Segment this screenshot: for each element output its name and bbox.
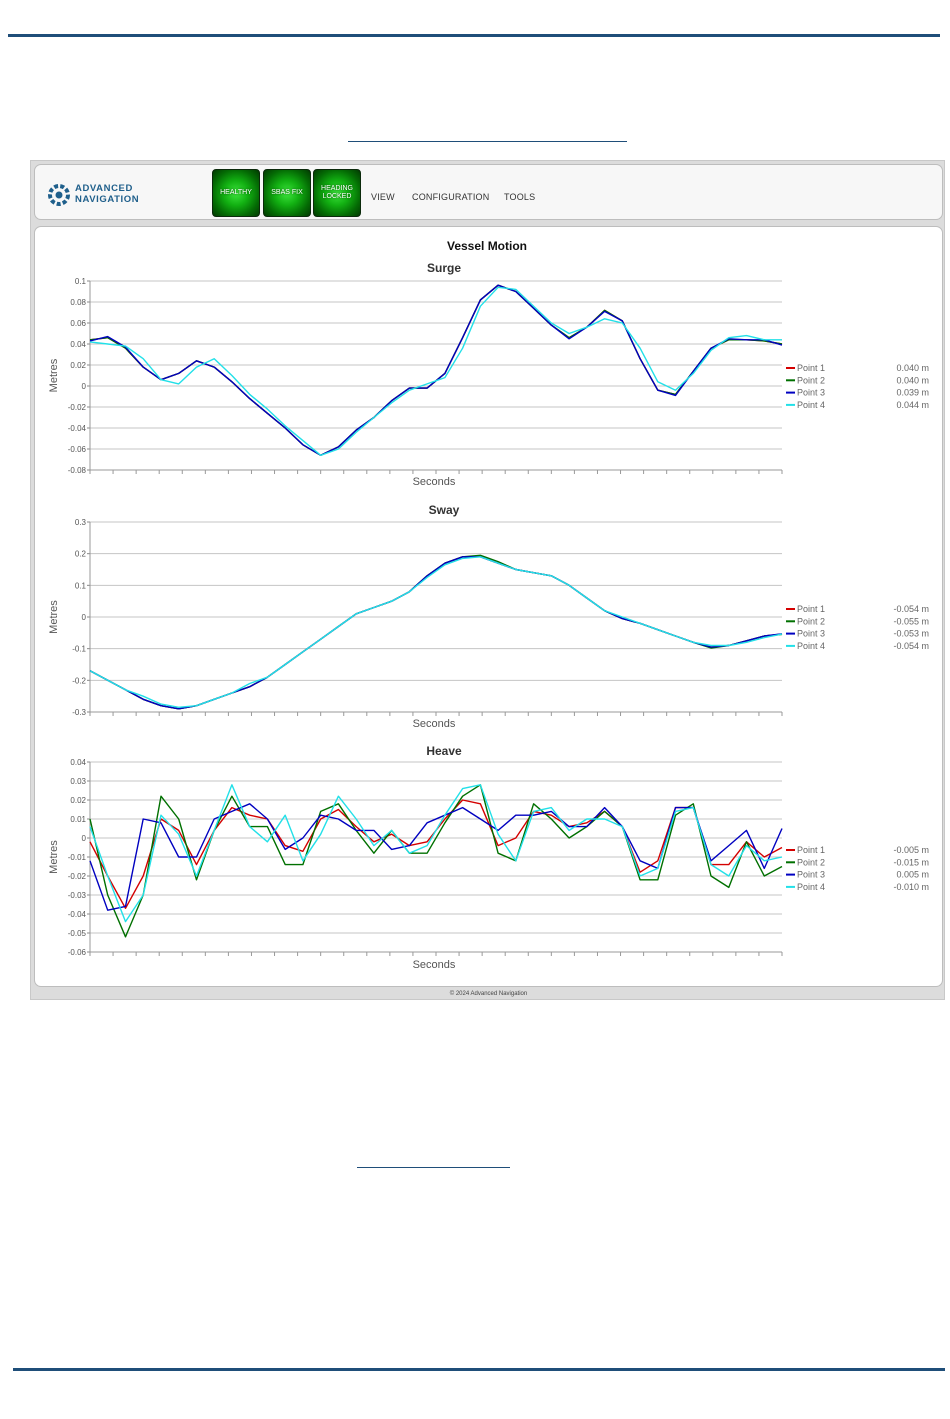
heave-y-tick-label: 0.01 bbox=[70, 815, 86, 824]
status-heading-locked-button[interactable]: HEADING LOCKED bbox=[313, 169, 361, 217]
sway-y-tick-label: -0.2 bbox=[72, 676, 86, 686]
status-healthy-button[interactable]: HEALTHY bbox=[212, 169, 260, 217]
surge-legend-value-point-1: 0.040 m bbox=[896, 363, 929, 373]
surge-legend-value-point-3: 0.039 m bbox=[896, 387, 929, 398]
heave-y-tick-label: -0.01 bbox=[67, 853, 86, 862]
sway-x-axis-label: Seconds bbox=[412, 718, 456, 730]
heave-y-tick-label: -0.03 bbox=[67, 891, 86, 900]
surge-legend-label-point-3: Point 3 bbox=[797, 387, 826, 398]
sway-legend-value-point-3: -0.053 m bbox=[893, 628, 929, 639]
sway-legend-label-point-1: Point 1 bbox=[797, 604, 826, 614]
sway-y-axis-label: Metres bbox=[48, 600, 60, 634]
document-footer-rule bbox=[13, 1368, 945, 1371]
surge-y-tick-label: 0.04 bbox=[70, 340, 86, 349]
heave-legend-value-point-1: -0.005 m bbox=[893, 845, 929, 855]
sway-legend-value-point-4: -0.054 m bbox=[893, 640, 929, 651]
sway-legend-value-point-2: -0.055 m bbox=[893, 616, 929, 627]
surge-chart-title: Surge bbox=[426, 261, 462, 275]
heave-y-tick-label: -0.04 bbox=[67, 910, 86, 919]
surge-y-tick-label: 0.08 bbox=[70, 298, 86, 307]
sway-legend-label-point-4: Point 4 bbox=[797, 640, 826, 651]
surge-legend-value-point-2: 0.040 m bbox=[896, 375, 929, 386]
surge-y-tick-label: -0.04 bbox=[67, 424, 86, 433]
heave-series-line-point-4 bbox=[90, 785, 782, 922]
surge-legend-value-point-4: 0.044 m bbox=[896, 399, 929, 410]
sway-chart bbox=[48, 503, 929, 730]
sway-y-tick-label: -0.3 bbox=[72, 708, 86, 717]
surge-y-tick-label: -0.08 bbox=[67, 466, 86, 475]
status-sbas-fix-button[interactable]: SBAS FIX bbox=[263, 169, 311, 217]
copyright-footer: © 2024 Advanced Navigation bbox=[449, 991, 528, 997]
heave-y-tick-label: 0.03 bbox=[70, 777, 86, 786]
surge-y-tick-label: 0.02 bbox=[70, 361, 86, 370]
brand-logo-text: ADVANCED NAVIGATION bbox=[75, 183, 140, 205]
heave-y-tick-label: 0 bbox=[81, 834, 86, 843]
document-link-underline-2[interactable] bbox=[357, 1167, 510, 1168]
sway-series-line-point-1 bbox=[90, 557, 782, 709]
surge-y-axis-label: Metres bbox=[48, 358, 60, 393]
heave-y-tick-label: -0.02 bbox=[67, 872, 86, 881]
heave-y-tick-label: -0.05 bbox=[67, 929, 86, 938]
heave-legend-label-point-1: Point 1 bbox=[797, 845, 826, 855]
sway-chart-title: Sway bbox=[428, 503, 460, 517]
surge-y-tick-label: 0 bbox=[81, 382, 86, 391]
heave-legend-label-point-3: Point 3 bbox=[797, 869, 826, 880]
surge-y-tick-label: -0.02 bbox=[67, 403, 86, 412]
sway-y-tick-label: 0.2 bbox=[74, 549, 86, 559]
sway-y-tick-label: 0.3 bbox=[74, 518, 86, 527]
sway-series-line-point-4 bbox=[90, 557, 782, 708]
heave-legend-label-point-4: Point 4 bbox=[797, 881, 826, 892]
surge-x-axis-label: Seconds bbox=[412, 476, 456, 488]
sway-series-line-point-2 bbox=[90, 555, 782, 709]
heave-legend-label-point-2: Point 2 bbox=[797, 857, 826, 868]
nav-configuration[interactable]: CONFIGURATION bbox=[412, 192, 490, 202]
nav-view[interactable]: VIEW bbox=[371, 192, 395, 202]
surge-legend-label-point-4: Point 4 bbox=[797, 399, 826, 410]
surge-series-line-point-4 bbox=[90, 287, 782, 455]
page-title: Vessel Motion bbox=[446, 239, 528, 253]
sway-series-line-point-3 bbox=[90, 557, 782, 709]
surge-legend-label-point-1: Point 1 bbox=[797, 363, 826, 373]
heave-x-axis-label: Seconds bbox=[412, 959, 456, 971]
heave-series-line-point-1 bbox=[90, 800, 782, 908]
sway-y-tick-label: 0.1 bbox=[74, 581, 86, 591]
heave-chart bbox=[48, 744, 929, 971]
surge-y-tick-label: 0.1 bbox=[74, 277, 86, 286]
surge-legend-label-point-2: Point 2 bbox=[797, 375, 826, 386]
sway-legend-label-point-2: Point 2 bbox=[797, 616, 826, 627]
heave-y-tick-label: 0.04 bbox=[70, 758, 86, 767]
heave-legend-value-point-2: -0.015 m bbox=[893, 857, 929, 868]
heave-legend-value-point-4: -0.010 m bbox=[893, 881, 929, 892]
heave-y-tick-label: 0.02 bbox=[70, 796, 86, 805]
surge-y-tick-label: 0.06 bbox=[70, 319, 86, 328]
sway-legend-label-point-3: Point 3 bbox=[797, 628, 826, 639]
nav-tools[interactable]: TOOLS bbox=[504, 192, 536, 202]
sway-legend-value-point-1: -0.054 m bbox=[893, 604, 929, 614]
heave-chart-title: Heave bbox=[426, 744, 462, 758]
heave-legend-value-point-3: 0.005 m bbox=[896, 869, 929, 880]
sway-y-tick-label: 0 bbox=[81, 613, 86, 622]
surge-y-tick-label: -0.06 bbox=[67, 445, 86, 454]
heave-y-axis-label: Metres bbox=[48, 840, 60, 874]
sway-y-tick-label: -0.1 bbox=[72, 644, 86, 654]
surge-chart bbox=[48, 261, 929, 488]
heave-y-tick-label: -0.06 bbox=[67, 948, 86, 957]
